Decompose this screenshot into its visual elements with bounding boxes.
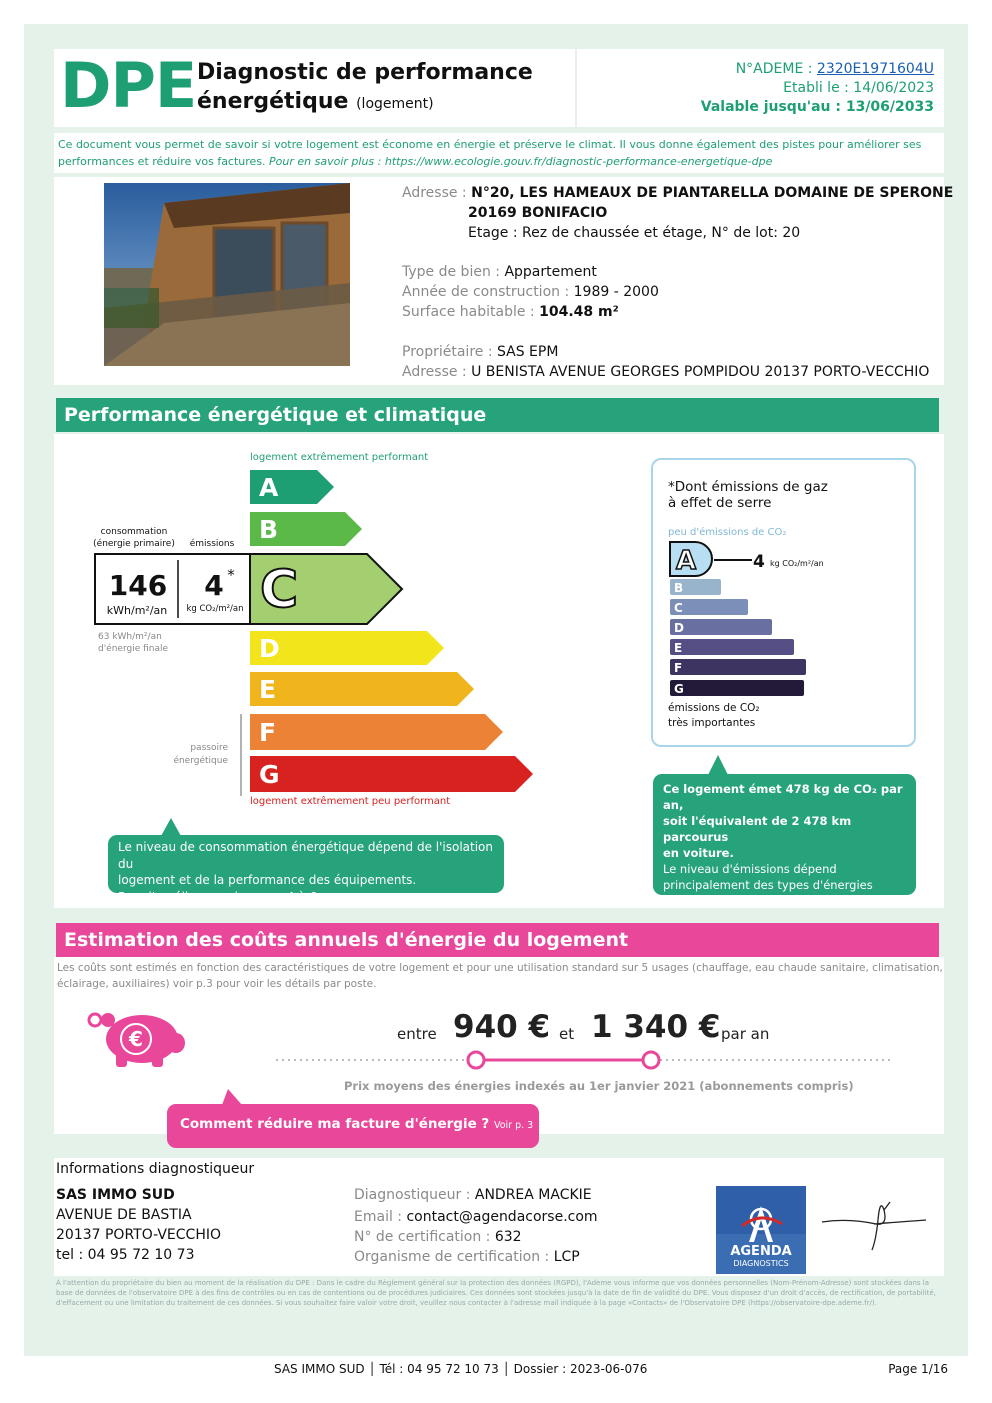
diag-label: Diagnostiqueur : <box>354 1187 475 1203</box>
callout-left-line2: logement et de la performance des équipements. <box>118 873 417 887</box>
emissions-star: * <box>227 566 235 584</box>
surface-label: Surface habitable : <box>402 304 540 320</box>
cost-low: 940 € <box>453 1009 551 1045</box>
header-title-panel <box>54 49 575 127</box>
owner-value: SAS EPM <box>497 344 559 360</box>
cost-high-marker <box>643 1052 659 1068</box>
logo-line1: AGENDA <box>730 1244 792 1259</box>
energy-class-d-label: D <box>259 634 280 663</box>
reduce-button-page: Voir p. 3 <box>493 1120 534 1131</box>
energy-class-e-label: E <box>259 675 277 704</box>
svg-text:€: € <box>129 1027 143 1051</box>
page-title-line2 <box>197 89 434 114</box>
consumption-label-2: (énergie primaire) <box>93 539 175 549</box>
energy-class-b-label: B <box>259 515 279 544</box>
ges-callout-line5: principalement des types d'énergies <box>663 878 873 892</box>
footer-center: SAS IMMO SUD │ Tél : 04 95 72 10 73 │ Dossier : 2023-06-076 <box>274 1362 648 1376</box>
title-main: énergétique <box>197 89 349 114</box>
passoire-label-2: énergétique <box>173 756 228 766</box>
and-label: et <box>559 1025 575 1043</box>
costs-description <box>57 960 943 992</box>
year-label: Année de construction : <box>402 284 574 300</box>
diag-value: ANDREA MACKIE <box>474 1187 592 1203</box>
ges-class-c-label: C <box>674 601 683 615</box>
consumption-callout <box>108 835 504 904</box>
org-value: LCP <box>553 1249 580 1265</box>
piggy-bank-icon <box>86 1005 190 1069</box>
org-label: Organisme de certification : <box>354 1249 554 1265</box>
final-energy-1: 63 kWh/m²/an <box>98 632 162 642</box>
logo-line2: DIAGNOSTICS <box>733 1259 789 1268</box>
property-type <box>402 264 597 280</box>
consumption-unit: kWh/m²/an <box>106 604 168 617</box>
ges-class-b-label: B <box>674 581 684 595</box>
diagnostician-title: Informations diagnostiqueur <box>56 1161 255 1177</box>
energy-class-g-arrow <box>250 756 533 792</box>
callout-right-pointer <box>708 755 728 775</box>
diagnostician-email <box>354 1209 598 1225</box>
performance-panel <box>54 434 944 908</box>
ges-callout-line3: en voiture. <box>663 846 734 860</box>
ges-class-d-label: D <box>674 621 684 635</box>
energy-class-c-label: C <box>260 560 299 620</box>
ges-callout-line6: utilisées (bois, électricité, gaz, fioul, etc.) <box>663 894 900 908</box>
owner-label: Propriétaire : <box>402 344 497 360</box>
ges-class-e-bar <box>670 639 794 655</box>
ges-top-label: peu d'émissions de CO₂ <box>668 527 787 538</box>
ges-class-a-label: A <box>676 546 697 576</box>
ademe-link[interactable]: 2320E1971604U <box>816 61 934 77</box>
footer-page: Page 1/16 <box>888 1362 948 1376</box>
callout-left-line3: Pour l'améliorer, voir pages 4 à 6 <box>118 889 318 904</box>
intro-body: Ce document vous permet de savoir si votre logement est économe en énergie et préserve le climat. Il vous donne également des pistes pour améliorer ses performances et réduire vos factures. <box>58 138 922 168</box>
address-line3: Etage : Rez de chaussée et étage, N° de lot: 20 <box>468 225 801 241</box>
top-performance-label: logement extrêmement performant <box>250 452 429 463</box>
surface-value: 104.48 m² <box>539 304 619 320</box>
emissions-unit: kg CO₂/m²/an <box>186 604 244 614</box>
cost-low-marker <box>468 1052 484 1068</box>
energy-class-f-arrow <box>250 714 503 750</box>
final-energy-2: d'énergie finale <box>98 644 169 654</box>
cost-high: 1 340 € <box>591 1009 721 1045</box>
page-title-line1: Diagnostic de performance <box>197 60 533 85</box>
emissions-value: 4 <box>204 569 224 602</box>
header-ref-panel <box>577 49 944 127</box>
company-street: AVENUE DE BASTIA <box>56 1207 192 1223</box>
address-label: Adresse : <box>402 185 472 201</box>
legal-notice: À l'attention du propriétaire du bien au moment de la réalisation du DPE : Dans le cadre du Règlement général sur la protection des données (RGPD), l'Ademe vous informe que vos données personnelles (Nom-Prénom-Adresse) sont stockées dans la base de données de l'observatoire DPE à des fins de contrôles ou en cas de contentions ou de procédures judiciaires. Ces données sont stockées jusqu'à la date de fin de validité du DPE. Vous disposez d'un droit d'accès, de rectification, de portabilité, d'effacement ou une limitation du traitement de ces données. Si vous souhaitez faire valoir votre droit, veuillez nous contacter à l'adresse mail indiquée à la page «Contacts» de l'Observatoire DPE (https://observatoire-dpe.ademe.fr/). <box>56 1279 936 1307</box>
ademe-label: N°ADEME : <box>735 61 817 77</box>
company-phone: tel : 04 95 72 10 73 <box>56 1247 195 1263</box>
costs-section-title: Estimation des coûts annuels d'énergie du logement <box>56 923 939 957</box>
property-info <box>54 177 954 385</box>
energy-class-f-label: F <box>259 718 277 747</box>
ges-class-f-bar <box>670 659 806 675</box>
reduce-bill-button[interactable] <box>167 1104 539 1148</box>
type-label: Type de bien : <box>402 264 505 280</box>
callout-left-pointer <box>161 818 181 836</box>
owner <box>402 344 558 360</box>
ges-value: 4 <box>753 552 765 572</box>
owner-address-label: Adresse : <box>402 364 472 380</box>
between-label: entre <box>397 1025 437 1043</box>
certification-org <box>354 1249 580 1265</box>
company-name: SAS IMMO SUD <box>56 1187 175 1203</box>
address <box>402 185 953 201</box>
ges-unit: kg CO₂/m²/an <box>770 559 824 568</box>
emissions-callout <box>653 774 916 908</box>
construction-year <box>402 284 659 300</box>
ges-callout-line1: Ce logement émet 478 kg de CO₂ par an, <box>663 782 903 812</box>
email-value[interactable]: contact@agendacorse.com <box>406 1209 598 1225</box>
reduce-button-label: Comment réduire ma facture d'énergie ? <box>180 1116 490 1132</box>
ges-bottom-label-2: très importantes <box>668 717 756 729</box>
passoire-label-1: passoire <box>190 743 228 753</box>
costs-desc-1: Les coûts sont estimés en fonction des caractéristiques de votre logement et pour une utilisation standard sur 5 usages (chauffage, eau chaude sanitaire, climatisation, <box>57 962 943 974</box>
signature <box>818 1190 928 1260</box>
company-city: 20137 PORTO-VECCHIO <box>56 1227 221 1243</box>
property-photo <box>104 183 350 366</box>
ademe-number <box>736 61 934 77</box>
type-value: Appartement <box>504 264 597 280</box>
cert-value: 632 <box>494 1229 522 1245</box>
diagnostician-panel <box>54 1158 944 1276</box>
diagnostician-name <box>354 1187 592 1203</box>
ges-callout-line2: soit l'équivalent de 2 478 km parcourus <box>663 814 852 844</box>
valid-until-date: Valable jusqu'au : 13/06/2033 <box>700 99 934 115</box>
intro-link[interactable]: Pour en savoir plus : https://www.ecologie.gouv.fr/diagnostic-performance-energetique-dpe <box>269 155 773 168</box>
agenda-diagnostics-logo <box>716 1186 806 1274</box>
address-line1: N°20, LES HAMEAUX DE PIANTARELLA DOMAINE DE SPERONE <box>471 185 954 201</box>
consumption-value: 146 <box>108 569 168 602</box>
ges-class-f-label: F <box>674 661 683 675</box>
ges-title-1: *Dont émissions de gaz <box>668 479 828 495</box>
dpe-logo: DPE <box>60 49 197 122</box>
ges-title-2: à effet de serre <box>668 495 772 511</box>
address-line2: 20169 BONIFACIO <box>468 205 608 221</box>
costs-desc-2: éclairage, auxiliaires) voir p.3 pour voir les détails par poste. <box>57 978 377 990</box>
year-value: 1989 - 2000 <box>573 284 659 300</box>
ges-bottom-label-1: émissions de CO₂ <box>668 702 760 714</box>
consumption-label-1: consommation <box>100 527 168 537</box>
cert-label: N° de certification : <box>354 1229 495 1245</box>
email-label: Email : <box>354 1209 407 1225</box>
intro-text <box>54 133 944 173</box>
energy-class-a-label: A <box>259 473 279 502</box>
performance-section-title: Performance énergétique et climatique <box>56 398 939 432</box>
callout-left-line1: Le niveau de consommation énergétique dépend de l'isolation du <box>118 840 493 871</box>
ges-class-g-bar <box>670 680 804 696</box>
owner-address-value: U BENISTA AVENUE GEORGES POMPIDOU 20137 PORTO-VECCHIO <box>471 364 930 380</box>
reduce-button-pointer <box>222 1089 242 1105</box>
prices-note: Prix moyens des énergies indexés au 1er janvier 2021 (abonnements compris) <box>344 1079 854 1093</box>
title-suffix: (logement) <box>356 96 434 112</box>
ges-class-g-label: G <box>674 682 684 696</box>
ges-class-d-bar <box>670 619 772 635</box>
owner-address <box>402 364 929 380</box>
per-year-label: par an <box>721 1025 770 1043</box>
bottom-performance-label: logement extrêmement peu performant <box>250 796 451 807</box>
certification-number <box>354 1229 522 1245</box>
cost-range-bar <box>274 1049 894 1071</box>
emissions-label: émissions <box>189 539 235 549</box>
living-surface <box>402 304 619 320</box>
energy-class-g-label: G <box>259 760 280 789</box>
energy-class-e-arrow <box>250 672 474 706</box>
established-date: Etabli le : 14/06/2023 <box>783 80 934 96</box>
ges-class-e-label: E <box>674 641 683 655</box>
ges-callout-line4: Le niveau d'émissions dépend <box>663 862 837 876</box>
